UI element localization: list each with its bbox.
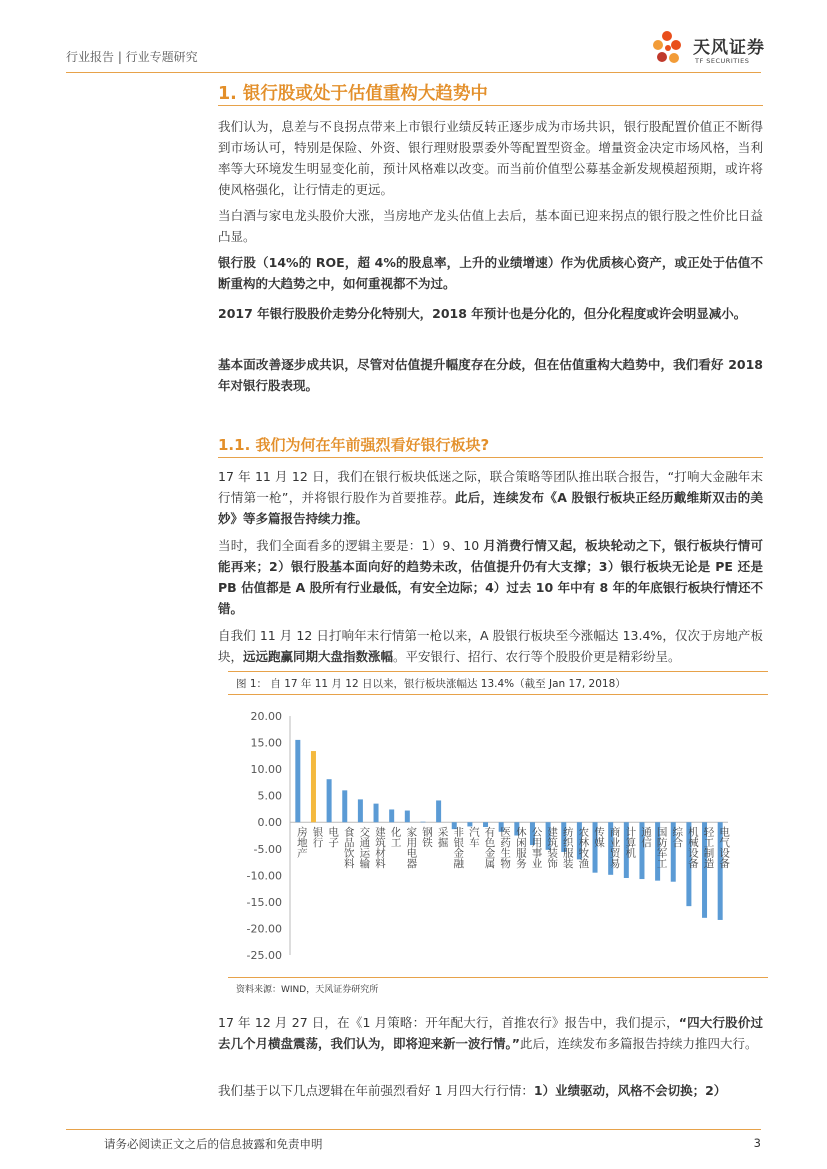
figure-source: 资料来源：WIND，天风证券研究所 [236,985,379,995]
category-label: 计算机 [624,826,637,858]
y-tick-label: 15.00 [250,736,282,750]
paragraph-2: 当白酒与家电龙头股价大涨，当房地产龙头估值上去后，基本面已迎来拐点的银行股之性价比日益凸显。 [218,208,763,244]
category-label: 采掘 [436,826,449,848]
y-tick-label: -25.00 [246,949,282,962]
paragraph-7-bold: 月消费行情又起，板块轮动之下，银行板块行情可能再来；2）银行股基本面向好的趋势未改，估值提升仍有大支撑；3）银行板块无论是 PE 还是 PB 估值都是 A 股所有行业最低，有安全边际；4）过去 10 年中有 8 年的年底银行板块行情还不错。 [218,538,763,616]
category-label: 家用电器 [405,826,418,869]
figure-title: 图 1： 自 17 年 11 月 12 日以来，银行板块涨幅达 13.4%（截至 Jan 17, 2018） [236,678,626,690]
paragraph-8-tail: 。平安银行、招行、农行等个股股价更是精彩纷呈。 [393,649,681,664]
report-breadcrumb: 行业报告 | 行业专题研究 [66,50,198,64]
category-label: 通信 [639,826,652,848]
category-label: 有色金属 [483,826,496,869]
category-label: 商业贸易 [608,826,621,869]
logo-chinese-name: 天风证券 [693,38,765,58]
paragraph-9-tail: 此后，连续发布多篇报告持续力推四大行。 [519,1036,758,1051]
bar-8 [420,822,425,823]
logo-mark-icon [650,28,690,72]
paragraph-8-bold: 远远跑赢同期大盘指数涨幅 [243,649,394,664]
company-logo [650,28,770,72]
category-labels [296,825,730,869]
paragraph-5-bold: 基本面改善逐步成共识，尽管对估值提升幅度存在分歧，但在估值重构大趋势中，我们看好 2018 年对银行股表现。 [218,357,763,393]
y-tick-label: -15.00 [246,895,282,909]
y-tick-label: -5.00 [253,842,282,856]
paragraph-3 [218,252,763,294]
section-heading-1-1: 1.1. 我们为何在年前强烈看好银行板块? [218,436,490,454]
y-axis-ticks [247,710,282,962]
bar-0 [295,740,300,822]
category-label: 非银金融 [452,826,465,869]
y-tick-label: 10.00 [250,763,282,777]
paragraph-6-text: 17 年 11 月 12 日，我们在银行板块低迷之际，联合策略等团队推出联合报告，“打响大金融年末行情第一枪”，并将银行股作为首要推荐。 [218,469,763,505]
bank-sector-bar-chart [228,698,768,973]
category-label: 建筑材料 [374,826,387,869]
section-heading-1: 1. 银行股或处于估值重构大趋势中 [218,84,488,104]
paragraph-1: 我们认为，息差与不良拐点带来上市银行业绩反转正逐步成为市场共识，银行股配置价值正不断得到市场认可，特别是保险、外资、银行理财股票委外等配置型资金。增量资金决定市场风格，当利率等大环境发生明显变化前，预计风格难以改变。而当前价值型公募基金新发规模超预期，或许将使风格强化，让行情走的更远。 [218,119,763,197]
footer-disclaimer: 请务必阅读正文之后的信息披露和免责申明 [104,1137,323,1151]
paragraph-10 [218,1080,763,1101]
paragraph-9-text: 17 年 12 月 27 日，在《1 月策略：开年配大行，首推农行》报告中，我们提示， [218,1015,679,1030]
category-label: 国防军工 [655,826,668,869]
category-label: 纺织服装 [561,826,574,869]
header-divider [66,72,761,73]
category-label: 化工 [389,826,402,848]
paragraph-9 [218,1012,763,1054]
paragraph-8 [218,625,763,667]
bar-9 [436,800,441,822]
paragraph-4 [218,303,763,324]
bar-6 [389,809,394,822]
category-label: 轻工制造 [702,826,715,869]
category-label: 建筑装饰 [546,826,559,869]
category-label: 公用事业 [530,826,543,869]
category-label: 汽车 [467,826,480,848]
category-label: 食品饮料 [342,826,355,869]
paragraph-7-text: 当时，我们全面看多的逻辑主要是：1）9、10 [218,538,484,553]
bar-4 [358,799,363,822]
figure-bottom-rule [228,977,768,978]
figure-top-rule [228,671,768,672]
paragraph-4-bold: 2017 年银行股股价走势分化特别大，2018 年预计也是分化的，但分化程度或许会明显减小。 [218,306,747,321]
paragraph-9-bold: “四大行股价过去几个月横盘震荡，我们认为，即将迎来新一波行情。” [218,1015,764,1051]
paragraph-6-bold: 此后，连续发布《A 股银行板块正经历戴维斯双击的美妙》等多篇报告持续力推。 [218,490,763,526]
category-label: 钢铁 [420,826,433,848]
logo-english-name: TF SECURITIES [695,57,750,65]
category-label: 农林牧渔 [577,826,590,869]
category-label: 综合 [671,826,684,848]
paragraph-3-bold: 银行股（14%的 ROE，超 4%的股息率，上升的业绩增速）作为优质核心资产，或正处于估值不断重构的大趋势之中，如何重视都不为过。 [218,255,763,291]
category-label: 交通运输 [358,826,371,869]
category-label: 医药生物 [499,826,512,869]
category-label: 电气设备 [718,826,731,869]
paragraph-7 [218,535,763,619]
figure-title-rule [228,694,768,695]
bar-7 [405,811,410,823]
paragraph-8-text: 自我们 11 月 12 日打响年末行情第一枪以来，A 股银行板块至今涨幅达 13.4%，仅次于房地产板块， [218,628,763,664]
bar-3 [342,790,347,822]
category-label: 机械设备 [686,826,699,869]
category-label: 房地产 [295,826,308,858]
category-label: 休闲服务 [514,826,527,869]
page-number: 3 [753,1136,761,1150]
y-tick-label: 0.00 [257,816,282,830]
bar-5 [374,804,379,823]
paragraph-10-text: 我们基于以下几点逻辑在年前强烈看好 1 月四大行行情： [218,1083,534,1098]
y-tick-label: 5.00 [257,789,282,803]
category-label: 传媒 [593,826,606,848]
y-tick-label: -10.00 [246,869,282,883]
bar-1 [311,751,316,822]
y-tick-label: 20.00 [250,710,282,723]
subsection-heading-rule [218,457,763,458]
category-label: 电子 [327,826,340,848]
paragraph-5 [218,354,763,396]
paragraph-6 [218,466,763,529]
y-tick-label: -20.00 [246,922,282,936]
category-label: 银行 [311,826,324,848]
section-heading-rule [218,105,763,106]
bar-2 [327,779,332,822]
paragraph-10-bold: 1）业绩驱动，风格不会切换；2） [533,1083,727,1098]
footer-divider [66,1129,761,1130]
